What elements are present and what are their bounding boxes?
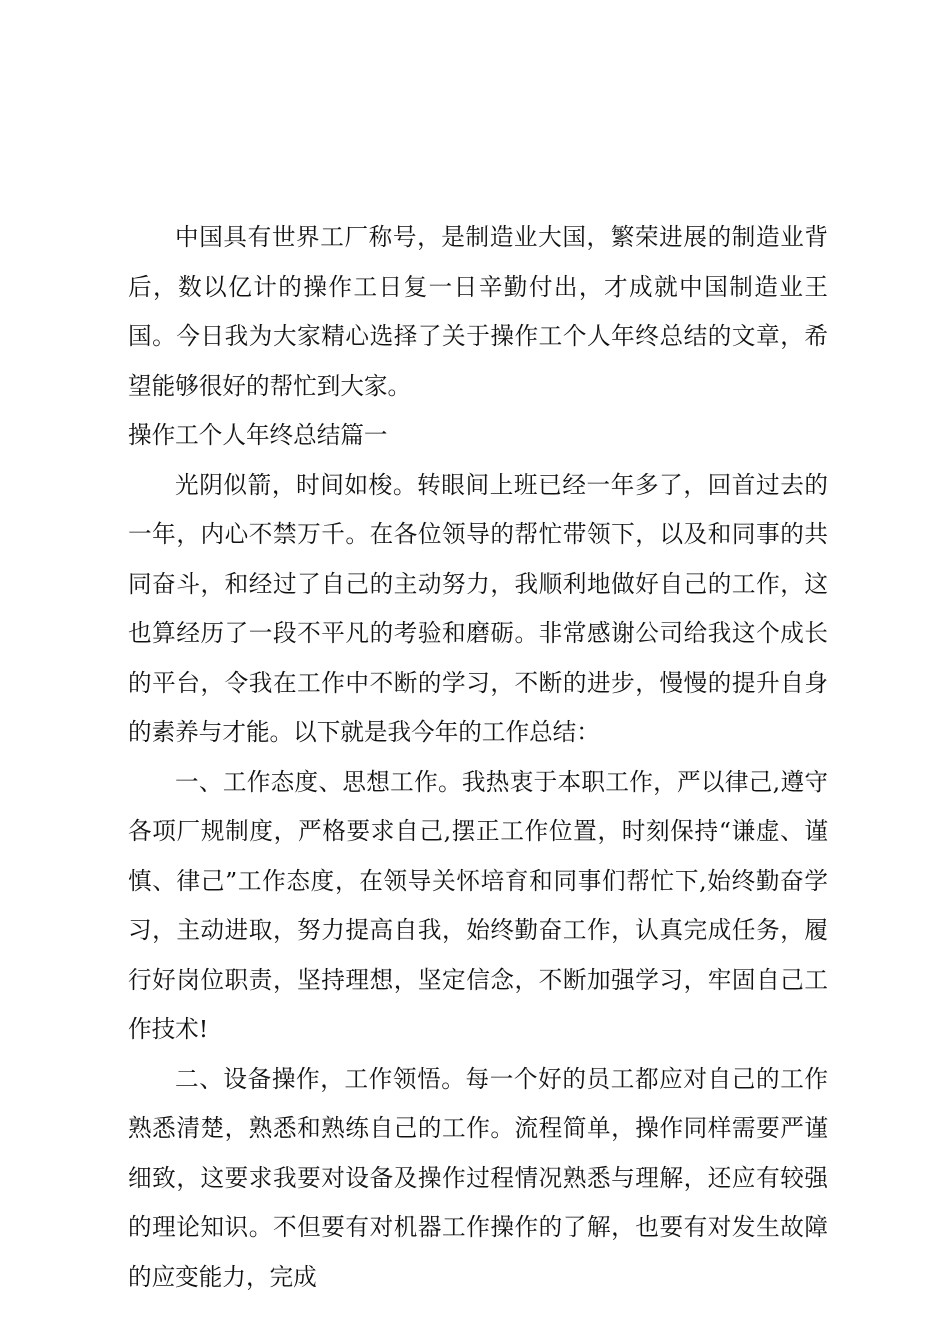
body-paragraph: 一、工作态度、思想工作。我热衷于本职工作，严以律己,遵守各项厂规制度，严格要求自己,摆正工作位置，时刻保持“谦虚、谨慎、律己”工作态度，在领导关怀培育和同事们帮忙下,始终勤奋学习，主动进取，努力提高自我，始终勤奋工作，认真完成任务，履行好岗位职责，坚持理想，坚定信念，不断加强学习，牢固自己工作技术! <box>128 767 828 1043</box>
body-paragraph: 二、设备操作，工作领悟。每一个好的员工都应对自己的工作熟悉清楚，熟悉和熟练自己的工作。流程简单，操作同样需要严谨细致，这要求我要对设备及操作过程情况熟悉与理解，还应有较强的理论知识。不但要有对机器工作操作的了解，也要有对发生故障的应变能力，完成 <box>128 1064 828 1291</box>
document-body <box>128 213 828 1302</box>
section-title: 操作工个人年终总结篇一 <box>128 421 388 449</box>
body-paragraph: 光阴似箭，时间如梭。转眼间上班已经一年多了，回首过去的一年，内心不禁万千。在各位领导的帮忙带领下，以及和同事的共同奋斗，和经过了自己的主动努力，我顺利地做好自己的工作，这也算经历了一段不平凡的考验和磨砺。非常感谢公司给我这个成长的平台，令我在工作中不断的学习，不断的进步，慢慢的提升自身的素养与才能。以下就是我今年的工作总结： <box>128 470 828 746</box>
intro-paragraph: 中国具有世界工厂称号，是制造业大国，繁荣进展的制造业背后，数以亿计的操作工日复一日辛勤付出，才成就中国制造业王国。今日我为大家精心选择了关于操作工个人年终总结的文章，希望能够很好的帮忙到大家。 <box>128 223 828 400</box>
